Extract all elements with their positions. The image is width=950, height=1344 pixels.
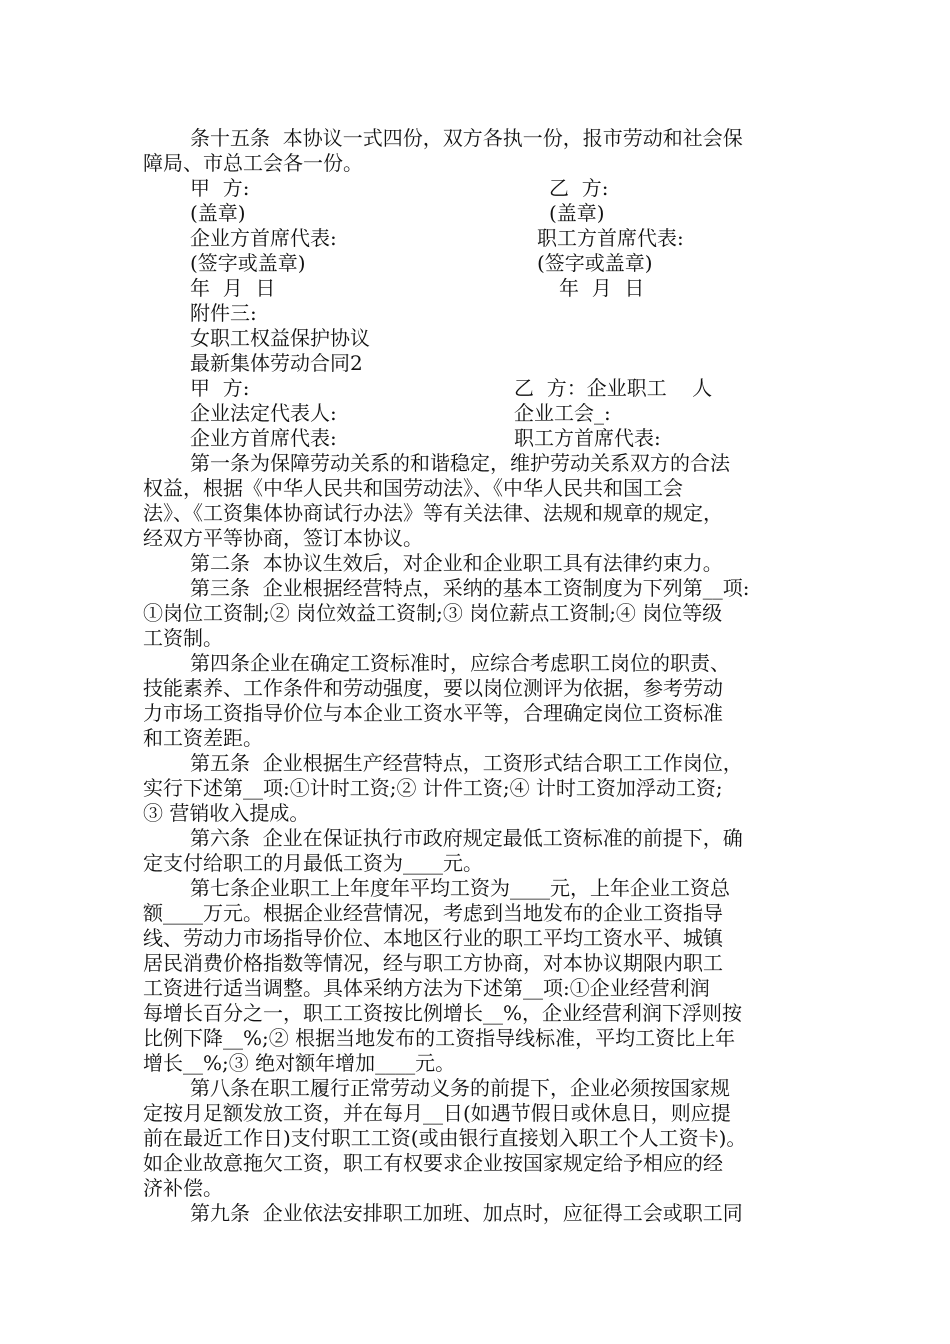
- text-line: 实行下述第__项:①计时工资;② 计件工资;④ 计时工资加浮动工资;: [143, 776, 723, 800]
- text-line: 前在最近工作日)支付职工工资(或由银行直接划入职工个人工资卡)。: [143, 1126, 747, 1150]
- text-line: 增长__%;③ 绝对额年增加____元。: [143, 1051, 456, 1075]
- text-line: 工资进行适当调整。具体采纳方法为下述第__项:①企业经营利润: [143, 976, 710, 1000]
- text-line: 居民消费价格指数等情况，经与职工方协商，对本协议期限内职工: [143, 951, 723, 975]
- text-line: 和工资差距。: [143, 726, 263, 750]
- text-line: 法》、《工资集体协商试行办法》等有关法律、法规和规章的规定，: [143, 501, 723, 525]
- text-line: 第二条 本协议生效后，对企业和企业职工具有法律约束力。: [190, 551, 723, 575]
- representative-label: 职工方首席代表:: [514, 426, 661, 450]
- text-line: 线、劳动力市场指导价位、本地区行业的职工平均工资水平、城镇: [143, 926, 723, 950]
- text-line: 第五条 企业根据生产经营特点，工资形式结合职工工作岗位，: [190, 751, 743, 775]
- text-line: 定支付给职工的月最低工资为____元。: [143, 851, 483, 875]
- date-label: 年 月 日: [190, 276, 276, 300]
- text-line: 条十五条 本协议一式四份，双方各执一份，报市劳动和社会保: [190, 126, 743, 150]
- seal-label: (盖章): [549, 201, 605, 225]
- text-line: ①岗位工资制;② 岗位效益工资制;③ 岗位薪点工资制;④ 岗位等级: [143, 601, 723, 625]
- section-title: 最新集体劳动合同2: [190, 351, 363, 375]
- text-line: 第四条企业在确定工资标准时，应综合考虑职工岗位的职责、: [190, 651, 730, 675]
- text-line: 第八条在职工履行正常劳动义务的前提下，企业必须按国家规: [190, 1076, 730, 1100]
- text-line: 障局、市总工会各一份。: [143, 151, 363, 175]
- date-label: 年 月 日: [559, 276, 645, 300]
- text-line: 如企业故意拖欠工资，职工有权要求企业按国家规定给予相应的经: [143, 1151, 723, 1175]
- text-line: 权益，根据《中华人民共和国劳动法》、《中华人民共和国工会: [143, 476, 683, 500]
- text-line: 第七条企业职工上年度年平均工资为____元，上年企业工资总: [190, 876, 730, 900]
- party-a-label: 甲 方:: [190, 176, 250, 200]
- representative-label: 企业方首席代表:: [190, 226, 337, 250]
- attachment-label: 附件三:: [190, 301, 257, 325]
- text-line: 比例下降__%;② 根据当地发布的工资指导线标准，平均工资比上年: [143, 1026, 736, 1050]
- text-line: 技能素养、工作条件和劳动强度，要以岗位测评为依据，参考劳动: [143, 676, 723, 700]
- text-line: 经双方平等协商，签订本协议。: [143, 526, 423, 550]
- party-a-label: 甲 方:: [190, 376, 250, 400]
- signature-label: (签字或盖章): [537, 251, 653, 275]
- text-line: 第一条为保障劳动关系的和谐稳定，维护劳动关系双方的合法: [190, 451, 730, 475]
- text-line: 定按月足额发放工资，并在每月__日(如遇节假日或休息日，则应提: [143, 1101, 731, 1125]
- seal-label: (盖章): [190, 201, 246, 225]
- signature-label: (签字或盖章): [190, 251, 306, 275]
- legal-rep-label: 企业法定代表人:: [190, 401, 337, 425]
- representative-label: 职工方首席代表:: [537, 226, 684, 250]
- text-line: 第九条 企业依法安排职工加班、加点时，应征得工会或职工同: [190, 1201, 743, 1225]
- representative-label: 企业方首席代表:: [190, 426, 337, 450]
- party-b-label: 乙 方：企业职工 人: [514, 376, 713, 400]
- text-line: 第三条 企业根据经营特点，采纳的基本工资制度为下列第__项:: [190, 576, 750, 600]
- text-line: ③ 营销收入提成。: [143, 801, 310, 825]
- text-line: 额____万元。根据企业经营情况，考虑到当地发布的企业工资指导: [143, 901, 723, 925]
- party-b-label: 乙 方:: [549, 176, 609, 200]
- attachment-title: 女职工权益保护协议: [190, 326, 370, 350]
- union-label: 企业工会_:: [514, 401, 611, 425]
- text-line: 工资制。: [143, 626, 223, 650]
- text-line: 力市场工资指导价位与本企业工资水平等，合理确定岗位工资标准: [143, 701, 723, 725]
- text-line: 每增长百分之一，职工工资按比例增长__%，企业经营利润下浮则按: [143, 1001, 743, 1025]
- text-line: 第六条 企业在保证执行市政府规定最低工资标准的前提下，确: [190, 826, 743, 850]
- text-line: 济补偿。: [143, 1176, 223, 1200]
